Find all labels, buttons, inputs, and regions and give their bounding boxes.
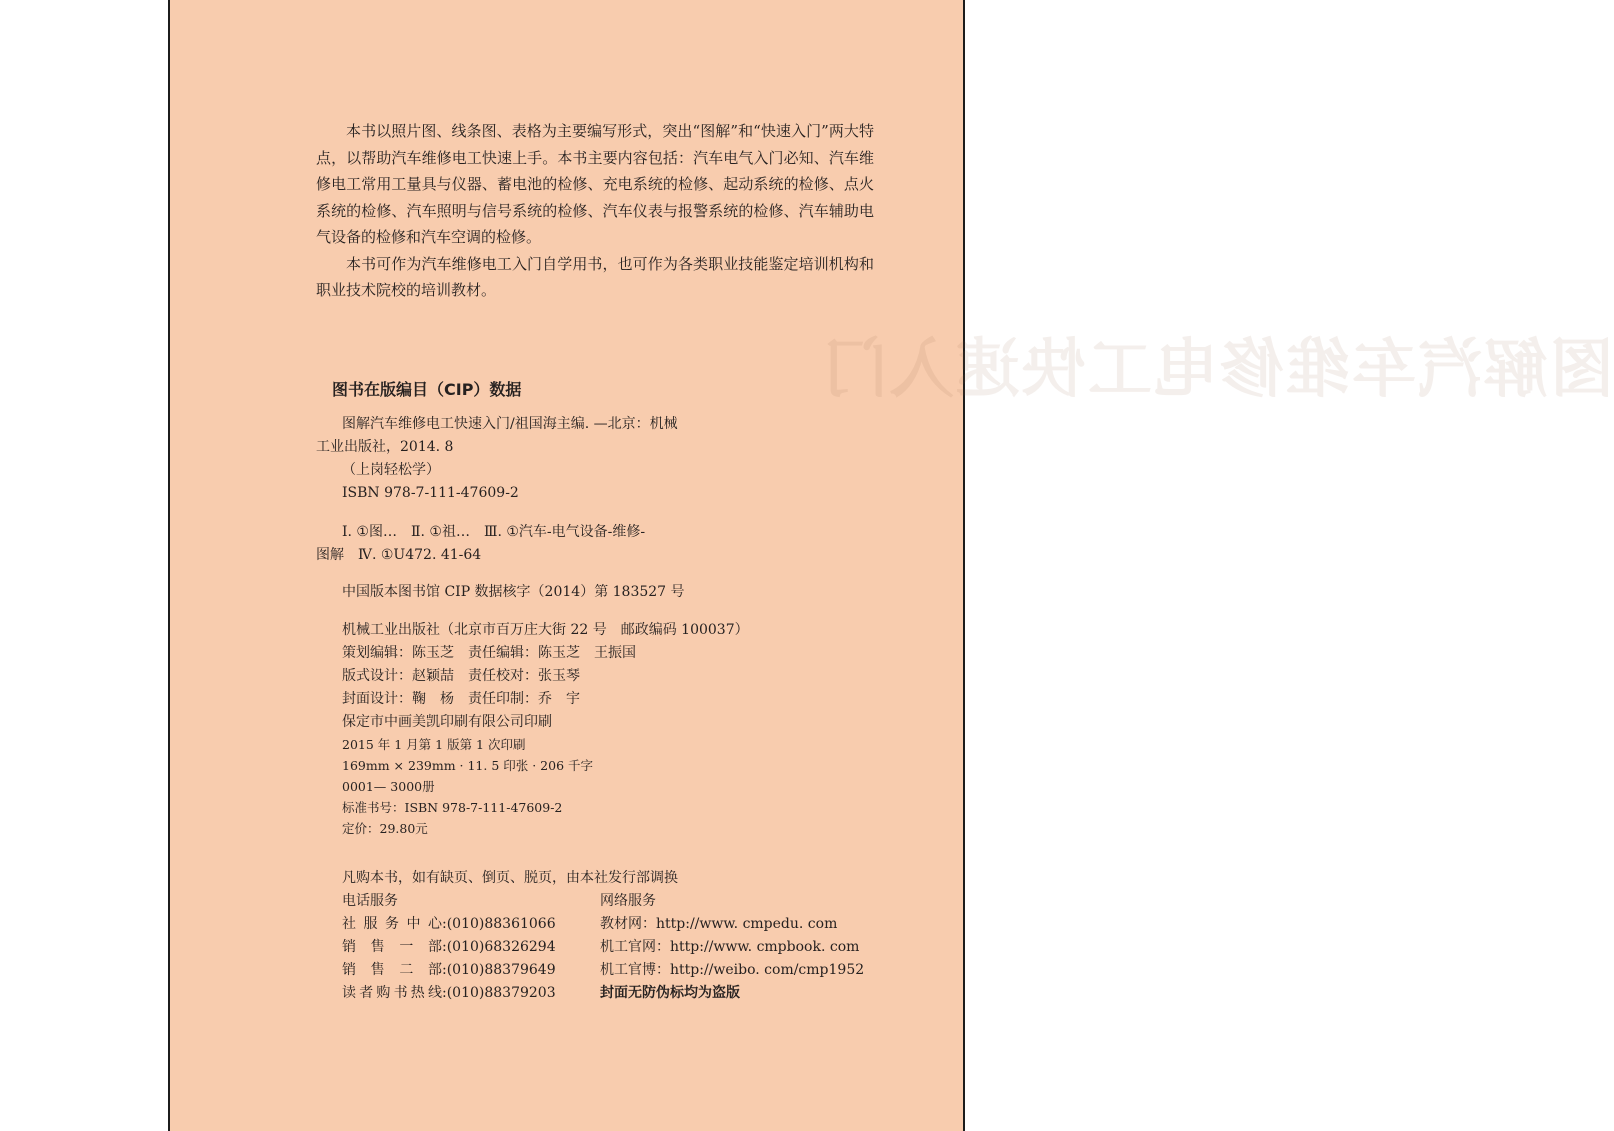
anti-counterfeit-notice: 封面无防伪标均为盗版 — [600, 985, 740, 1001]
cip-isbn: ISBN 978-7-111-47609-2 — [342, 485, 519, 501]
book-page — [168, 0, 1614, 1131]
cip-line-2: 工业出版社，2014. 8 — [316, 439, 454, 455]
service-phone: :(010)88379203 — [442, 985, 556, 1001]
publisher-name: 机械工业出版社（北京市百万庄大街 22 号 邮政编码 100037） — [342, 622, 749, 638]
service-label: 销售二部 — [342, 962, 442, 978]
edition: 2015 年 1 月第 1 版第 1 次印刷 — [342, 737, 526, 752]
printer: 保定市中画美凯印刷有限公司印刷 — [342, 714, 552, 730]
cover-design: 封面设计：鞠 杨 责任印制：乔 宇 — [342, 691, 580, 707]
cip-title: 图书在版编目（CIP）数据 — [332, 380, 522, 399]
book-summary — [316, 118, 874, 304]
net-service-header: 网络服务 — [600, 893, 656, 909]
publisher-info — [316, 619, 749, 839]
service-label: 销售一部 — [342, 939, 442, 955]
service-row — [342, 936, 864, 959]
service-net: 教材网：http://www. cmpedu. com — [600, 916, 838, 932]
cip-class-line-2: 图解 Ⅳ. ①U472. 41-64 — [316, 547, 482, 563]
service-label: 社服务中心 — [342, 916, 442, 932]
service-label: 读者购书热线 — [342, 985, 442, 1001]
service-net: 机工官博：http://weibo. com/cmp1952 — [600, 962, 865, 978]
service-headers — [342, 890, 864, 913]
service-net: 机工官网：http://www. cmpbook. com — [600, 939, 860, 955]
service-row — [342, 959, 864, 982]
standard-isbn: 标准书号：ISBN 978-7-111-47609-2 — [342, 800, 563, 815]
planning-editors: 策划编辑：陈玉芝 责任编辑：陈玉芝 王振国 — [342, 645, 636, 661]
cip-record-block — [316, 413, 678, 505]
service-row — [342, 913, 864, 936]
summary-paragraph-1: 本书以照片图、线条图、表格为主要编写形式，突出“图解”和“快速入门”两大特点，以帮助汽车维修电工快速上手。本书主要内容包括：汽车电气入门必知、汽车维修电工常用工量具与仪器、蓄电池的检修、充电系统的检修、起动系统的检修、点火系统的检修、汽车照明与信号系统的检修、汽车仪表与报警系统的检修、汽车辅助电气设备的检修和汽车空调的检修。 — [316, 122, 874, 246]
cover-show-through-icon: 图解汽车维修电工快速入门 — [822, 332, 1614, 407]
service-row — [342, 982, 864, 1005]
format: 169mm × 239mm · 11. 5 印张 · 206 千字 — [342, 758, 594, 773]
summary-paragraph-2: 本书可作为汽车维修电工入门自学用书，也可作为各类职业技能鉴定培训机构和职业技术院校的培训教材。 — [316, 254, 874, 299]
service-phone: :(010)68326294 — [442, 939, 556, 955]
service-info — [316, 867, 864, 1005]
service-phone: :(010)88361066 — [442, 916, 556, 932]
cip-class-line-1: Ⅰ. ①图… Ⅱ. ①祖… Ⅲ. ①汽车-电气设备-维修- — [342, 524, 646, 540]
phone-service-header: 电话服务 — [342, 893, 398, 909]
cip-series: （上岗轻松学） — [342, 462, 440, 478]
cip-line-1: 图解汽车维修电工快速入门/祖国海主编. —北京：机械 — [342, 416, 678, 432]
cip-record-line: 中国版本图书馆 CIP 数据核字（2014）第 183527 号 — [342, 584, 685, 600]
print-copies: 0001— 3000册 — [342, 779, 435, 794]
price: 定价：29.80元 — [342, 821, 428, 836]
layout-design: 版式设计：赵颖喆 责任校对：张玉琴 — [342, 668, 580, 684]
service-phone: :(010)88379649 — [442, 962, 556, 978]
return-notice: 凡购本书，如有缺页、倒页、脱页，由本社发行部调换 — [342, 870, 678, 886]
cip-record-number — [316, 581, 685, 604]
cip-classification — [316, 521, 645, 567]
